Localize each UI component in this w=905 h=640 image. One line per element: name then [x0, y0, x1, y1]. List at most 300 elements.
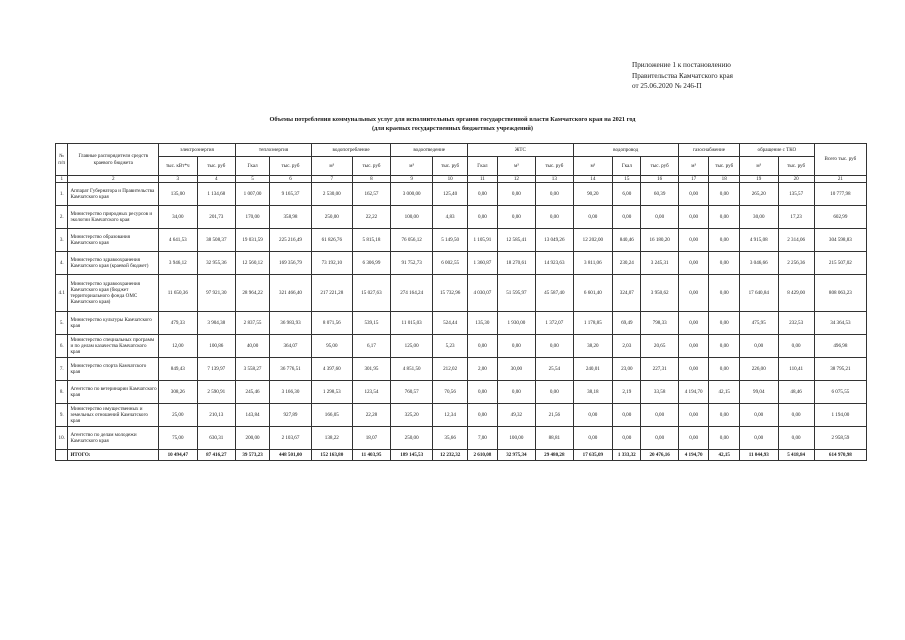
cell-value: 3 000,00	[391, 183, 433, 206]
header-colnum: 8	[352, 176, 391, 183]
cell-value: 4 397,60	[311, 358, 352, 381]
cell-value: 358,98	[270, 206, 312, 229]
total-row	[56, 450, 867, 461]
total-value: 189 145,53	[391, 450, 433, 461]
header-unit: м³	[311, 157, 352, 176]
header-row-units	[56, 157, 867, 176]
cell-value: 99,04	[740, 381, 779, 404]
table-row	[56, 206, 867, 229]
cell-value: 2 530,00	[311, 183, 352, 206]
header-group: электроэнергия	[159, 144, 236, 157]
cell-value: 0,00	[678, 335, 709, 358]
cell-value: 169 356,79	[270, 252, 312, 275]
header-group: водопровод	[573, 144, 678, 157]
cell-value: 227,31	[641, 358, 678, 381]
header-main: Главные распорядители средств краевого бюджета	[68, 144, 159, 176]
cell-value: 0,00	[709, 427, 740, 450]
title-line-2: (для краевых государственных бюджетных учреждений)	[372, 124, 533, 132]
header-colnum: 11	[468, 176, 497, 183]
row-name: Агентство по ветеринарии Камчатского края	[68, 381, 159, 404]
cell-value: 0,00	[709, 404, 740, 427]
header-colnum: 7	[311, 176, 352, 183]
cell-value: 0,00	[740, 427, 779, 450]
header-colnum: 18	[709, 176, 740, 183]
cell-value: 0,00	[497, 381, 536, 404]
row-name: Министерство специальных программ и по делам казачества Камчатского края	[68, 335, 159, 358]
row-name: Аппарат Губернатора и Правительства Камчатского края	[68, 183, 159, 206]
cell-value: 2 590,91	[197, 381, 236, 404]
cell-value: 8 071,56	[311, 312, 352, 335]
cell-value: 840,46	[613, 229, 641, 252]
cell-value: 226,00	[740, 358, 779, 381]
row-number: 4.	[56, 252, 68, 275]
cell-value: 0,00	[678, 183, 709, 206]
cell-value: 0,00	[678, 312, 709, 335]
cell-value: 212,02	[433, 358, 468, 381]
cell-value: 90,20	[573, 183, 613, 206]
row-number: 9.	[56, 404, 68, 427]
cell-value: 0,00	[536, 335, 573, 358]
cell-value: 217 221,28	[311, 275, 352, 312]
cell-value: 0,00	[468, 183, 497, 206]
header-colnum: 12	[497, 176, 536, 183]
header-row-groups	[56, 144, 867, 157]
cell-value: 225 216,49	[270, 229, 312, 252]
cell-value: 0,00	[778, 427, 814, 450]
cell-value: 38,20	[573, 335, 613, 358]
cell-value: 28 964,22	[236, 275, 270, 312]
cell-value: 0,00	[778, 335, 814, 358]
row-number: 10.	[56, 427, 68, 450]
cell-value: 0,00	[678, 404, 709, 427]
cell-value: 3 904,38	[197, 312, 236, 335]
cell-value: 36 776,51	[270, 358, 312, 381]
cell-value: 0,00	[678, 358, 709, 381]
cell-value: 240,01	[573, 358, 613, 381]
cell-value: 0,00	[613, 206, 641, 229]
cell-value: 0,00	[573, 427, 613, 450]
cell-value: 25,00	[159, 404, 198, 427]
appendix-block	[632, 60, 733, 92]
table-body	[56, 144, 867, 461]
header-group: ЖТС	[468, 144, 573, 157]
total-value: 11 044,93	[740, 450, 779, 461]
table-row	[56, 183, 867, 206]
cell-value: 1 007,00	[236, 183, 270, 206]
cell-value: 200,00	[236, 427, 270, 450]
cell-value: 0,00	[678, 252, 709, 275]
table-row	[56, 335, 867, 358]
cell-value: 12 560,12	[236, 252, 270, 275]
cell-value: 524,44	[433, 312, 468, 335]
cell-value: 0,00	[678, 275, 709, 312]
cell-value: 3 946,12	[159, 252, 198, 275]
cell-value: 6,17	[352, 335, 391, 358]
cell-value: 602,99	[814, 206, 866, 229]
cell-value: 15 027,63	[352, 275, 391, 312]
cell-value: 0,00	[641, 427, 678, 450]
cell-value: 30,00	[740, 206, 779, 229]
header-unit: тыс. руб	[778, 157, 814, 176]
cell-value: 6 306,99	[352, 252, 391, 275]
cell-value: 0,00	[740, 335, 779, 358]
total-value: 20 476,16	[641, 450, 678, 461]
row-number: 1.	[56, 183, 68, 206]
header-unit: тыс. кВт*ч	[159, 157, 198, 176]
document-title	[0, 116, 905, 133]
cell-value: 3 950,62	[641, 275, 678, 312]
cell-value: 34,00	[159, 206, 198, 229]
cell-value: 61 826,76	[311, 229, 352, 252]
cell-value: 5 149,50	[433, 229, 468, 252]
cell-value: 16 180,20	[641, 229, 678, 252]
cell-value: 30,00	[497, 358, 536, 381]
cell-value: 4,83	[433, 206, 468, 229]
cell-value: 0,00	[468, 206, 497, 229]
cell-value: 10 777,98	[814, 183, 866, 206]
cell-value: 3 245,31	[641, 252, 678, 275]
cell-value: 0,00	[709, 312, 740, 335]
total-value: 4 194,70	[678, 450, 709, 461]
table-row	[56, 427, 867, 450]
cell-value: 7,00	[468, 427, 497, 450]
cell-value: 0,00	[641, 404, 678, 427]
total-value: 152 163,80	[311, 450, 352, 461]
cell-value: 308,26	[159, 381, 198, 404]
cell-value: 230,24	[613, 252, 641, 275]
header-unit: м³	[497, 157, 536, 176]
cell-value: 2,19	[613, 381, 641, 404]
cell-value: 123,54	[352, 381, 391, 404]
cell-value: 3 558,27	[236, 358, 270, 381]
cell-value: 49,32	[497, 404, 536, 427]
cell-value: 18 270,61	[497, 252, 536, 275]
cell-value: 1 178,85	[573, 312, 613, 335]
cell-value: 0,00	[709, 183, 740, 206]
cell-value: 2 256,36	[778, 252, 814, 275]
row-name: Министерство природных ресурсов и экологии Камчатского края	[68, 206, 159, 229]
total-value: 29 480,28	[536, 450, 573, 461]
cell-value: 304 598,83	[814, 229, 866, 252]
cell-value: 5,23	[433, 335, 468, 358]
total-value: 10 494,47	[159, 450, 198, 461]
cell-value: 0,00	[468, 335, 497, 358]
cell-value: 2,00	[468, 358, 497, 381]
row-number: 5.	[56, 312, 68, 335]
header-colnum: 21	[814, 176, 866, 183]
cell-value: 8 429,00	[778, 275, 814, 312]
cell-value: 0,00	[573, 206, 613, 229]
cell-value: 0,00	[573, 404, 613, 427]
cell-value: 22,28	[352, 404, 391, 427]
total-value: 448 501,00	[270, 450, 312, 461]
cell-value: 162,57	[352, 183, 391, 206]
row-name: Агентство по делам молодежи Камчатского края	[68, 427, 159, 450]
header-group: водопотребление	[311, 144, 390, 157]
cell-value: 138,22	[311, 427, 352, 450]
cell-value: 4 915,08	[740, 229, 779, 252]
cell-value: 70,56	[433, 381, 468, 404]
cell-value: 97 921,30	[197, 275, 236, 312]
row-name: Министерство культуры Камчатского края	[68, 312, 159, 335]
row-name: Министерство спорта Камчатского края	[68, 358, 159, 381]
cell-value: 245,46	[236, 381, 270, 404]
cell-value: 0,00	[641, 206, 678, 229]
cell-value: 170,00	[236, 206, 270, 229]
header-unit: м³	[678, 157, 709, 176]
row-number: 4.1	[56, 275, 68, 312]
cell-value: 0,00	[536, 381, 573, 404]
cell-value: 215 507,02	[814, 252, 866, 275]
cell-value: 2 103,67	[270, 427, 312, 450]
cell-value: 25,54	[536, 358, 573, 381]
cell-value: 6 601,40	[573, 275, 613, 312]
cell-value: 496,98	[814, 335, 866, 358]
cell-value: 38 508,37	[197, 229, 236, 252]
cell-value: 12 202,00	[573, 229, 613, 252]
header-colnum: 1	[56, 176, 68, 183]
header-colnum: 3	[159, 176, 198, 183]
cell-value: 13 049,26	[536, 229, 573, 252]
cell-value: 20,65	[641, 335, 678, 358]
header-unit: тыс. руб	[709, 157, 740, 176]
header-colnum: 6	[270, 176, 312, 183]
header-unit: м³	[391, 157, 433, 176]
header-unit: тыс. руб	[641, 157, 678, 176]
cell-value: 0,00	[497, 183, 536, 206]
cell-value: 325,20	[391, 404, 433, 427]
cell-value: 0,00	[613, 427, 641, 450]
cell-value: 1 194,00	[814, 404, 866, 427]
header-colnum: 20	[778, 176, 814, 183]
cell-value: 0,00	[536, 183, 573, 206]
cell-value: 48,46	[778, 381, 814, 404]
title-line-1: Объемы потребления коммунальных услуг для исполнительных органов государственной власти Камчатского края на 2021 год	[269, 116, 636, 123]
row-number: 8.	[56, 381, 68, 404]
cell-value: 22,22	[352, 206, 391, 229]
cell-value: 42,15	[709, 381, 740, 404]
cell-value: 95,00	[311, 335, 352, 358]
cell-value: 798,33	[641, 312, 678, 335]
header-colnum: 9	[391, 176, 433, 183]
total-num	[56, 450, 68, 461]
header-unit: тыс. руб	[352, 157, 391, 176]
header-unit: Гкал	[468, 157, 497, 176]
cell-value: 11 015,03	[391, 312, 433, 335]
cell-value: 91 752,73	[391, 252, 433, 275]
cell-value: 479,33	[159, 312, 198, 335]
header-group: теплоэнергия	[236, 144, 312, 157]
table-row	[56, 252, 867, 275]
header-colnum: 10	[433, 176, 468, 183]
row-name: Министерство здравоохранения Камчатского края (краевой бюджет)	[68, 252, 159, 275]
cell-value: 0,00	[740, 404, 779, 427]
total-value: 39 573,23	[236, 450, 270, 461]
header-colnum: 19	[740, 176, 779, 183]
cell-value: 324,07	[613, 275, 641, 312]
cell-value: 475,95	[740, 312, 779, 335]
cell-value: 250,00	[391, 427, 433, 450]
cell-value: 4 194,70	[678, 381, 709, 404]
cell-value: 51 595,97	[497, 275, 536, 312]
cell-value: 76 056,12	[391, 229, 433, 252]
cell-value: 17,23	[778, 206, 814, 229]
table-row	[56, 312, 867, 335]
cell-value: 201,73	[197, 206, 236, 229]
header-colnum: 13	[536, 176, 573, 183]
header-colnum: 4	[197, 176, 236, 183]
cell-value: 88,81	[536, 427, 573, 450]
cell-value: 40,00	[236, 335, 270, 358]
total-value: 87 416,27	[197, 450, 236, 461]
cell-value: 34 364,53	[814, 312, 866, 335]
cell-value: 250,00	[311, 206, 352, 229]
row-name: Министерство образования Камчатского края	[68, 229, 159, 252]
cell-value: 100,00	[497, 427, 536, 450]
cell-value: 125,40	[433, 183, 468, 206]
cell-value: 15 732,96	[433, 275, 468, 312]
header-unit: м³	[740, 157, 779, 176]
header-unit: Гкал	[613, 157, 641, 176]
header-group: газоснабжение	[678, 144, 739, 157]
header-num: № п/п	[56, 144, 68, 176]
header-total: Всего тыс. руб	[814, 144, 866, 176]
appendix-line-3: от 25.06.2020 № 246-П	[632, 82, 702, 90]
cell-value: 2 958,59	[814, 427, 866, 450]
row-number: 2.	[56, 206, 68, 229]
cell-value: 3 811,06	[573, 252, 613, 275]
cell-value: 0,00	[709, 229, 740, 252]
row-name: Министерство здравоохранения Камчатского края (бюджет территориального фонда ОМС Камчатского края)	[68, 275, 159, 312]
header-colnum: 2	[68, 176, 159, 183]
header-group: обращение с ТКО	[740, 144, 815, 157]
total-value: 1 333,32	[613, 450, 641, 461]
total-value: 12 232,32	[433, 450, 468, 461]
cell-value: 1 134,68	[197, 183, 236, 206]
cell-value: 143,84	[236, 404, 270, 427]
cell-value: 4 851,50	[391, 358, 433, 381]
table-row	[56, 404, 867, 427]
cell-value: 301,95	[352, 358, 391, 381]
cell-value: 0,00	[497, 335, 536, 358]
cell-value: 1 930,00	[497, 312, 536, 335]
header-colnum: 16	[641, 176, 678, 183]
cell-value: 33,58	[641, 381, 678, 404]
header-unit: Гкал	[236, 157, 270, 176]
header-unit: м³	[573, 157, 613, 176]
header-unit: тыс. руб	[433, 157, 468, 176]
cell-value: 69,49	[613, 312, 641, 335]
cell-value: 100,86	[197, 335, 236, 358]
total-value: 2 610,08	[468, 450, 497, 461]
cell-value: 0,00	[613, 404, 641, 427]
total-label: ИТОГО:	[68, 450, 159, 461]
cell-value: 321 466,40	[270, 275, 312, 312]
cell-value: 3 046,66	[740, 252, 779, 275]
cell-value: 4 641,53	[159, 229, 198, 252]
cell-value: 0,00	[468, 381, 497, 404]
cell-value: 0,00	[709, 358, 740, 381]
cell-value: 1 360,87	[468, 252, 497, 275]
cell-value: 32 955,36	[197, 252, 236, 275]
cell-value: 110,41	[778, 358, 814, 381]
total-value: 614 970,98	[814, 450, 866, 461]
cell-value: 265,20	[740, 183, 779, 206]
cell-value: 35,66	[433, 427, 468, 450]
cell-value: 9 165,37	[270, 183, 312, 206]
cell-value: 14 923,63	[536, 252, 573, 275]
row-number: 3.	[56, 229, 68, 252]
cell-value: 38,18	[573, 381, 613, 404]
table-row	[56, 381, 867, 404]
cell-value: 0,00	[709, 335, 740, 358]
total-value: 11 403,95	[352, 450, 391, 461]
cell-value: 7 139,97	[197, 358, 236, 381]
header-colnum: 5	[236, 176, 270, 183]
cell-value: 6,00	[613, 183, 641, 206]
cell-value: 38 795,21	[814, 358, 866, 381]
cell-value: 0,00	[778, 404, 814, 427]
cell-value: 808 063,23	[814, 275, 866, 312]
cell-value: 45 587,40	[536, 275, 573, 312]
cell-value: 539,15	[352, 312, 391, 335]
cell-value: 0,00	[709, 252, 740, 275]
cell-value: 73 192,10	[311, 252, 352, 275]
cell-value: 135,00	[159, 183, 198, 206]
table-row	[56, 275, 867, 312]
cell-value: 2 314,06	[778, 229, 814, 252]
cell-value: 125,00	[391, 335, 433, 358]
header-unit: тыс. руб	[197, 157, 236, 176]
cell-value: 0,00	[536, 206, 573, 229]
cell-value: 1 372,07	[536, 312, 573, 335]
cell-value: 849,43	[159, 358, 198, 381]
header-group: водоотведение	[391, 144, 468, 157]
cell-value: 60,39	[641, 183, 678, 206]
cell-value: 2,03	[613, 335, 641, 358]
cell-value: 135,57	[778, 183, 814, 206]
header-unit: тыс. руб	[270, 157, 312, 176]
cell-value: 135,30	[468, 312, 497, 335]
cell-value: 166,05	[311, 404, 352, 427]
cell-value: 18,07	[352, 427, 391, 450]
cell-value: 2 837,55	[236, 312, 270, 335]
table-row	[56, 358, 867, 381]
cell-value: 274 164,24	[391, 275, 433, 312]
consumption-table	[55, 143, 867, 461]
header-row-colnums	[56, 176, 867, 183]
cell-value: 3 166,30	[270, 381, 312, 404]
cell-value: 0,00	[709, 275, 740, 312]
cell-value: 0,00	[709, 206, 740, 229]
appendix-line-2: Правительства Камчатского края	[632, 71, 733, 80]
cell-value: 0,00	[678, 427, 709, 450]
total-value: 5 418,84	[778, 450, 814, 461]
row-number: 6.	[56, 335, 68, 358]
cell-value: 19 031,59	[236, 229, 270, 252]
cell-value: 11 650,36	[159, 275, 198, 312]
cell-value: 927,89	[270, 404, 312, 427]
cell-value: 36 983,93	[270, 312, 312, 335]
cell-value: 210,13	[197, 404, 236, 427]
cell-value: 12,34	[433, 404, 468, 427]
cell-value: 21,56	[536, 404, 573, 427]
header-colnum: 14	[573, 176, 613, 183]
cell-value: 0,00	[678, 206, 709, 229]
cell-value: 0,00	[497, 206, 536, 229]
cell-value: 1 298,53	[311, 381, 352, 404]
cell-value: 4 030,07	[468, 275, 497, 312]
